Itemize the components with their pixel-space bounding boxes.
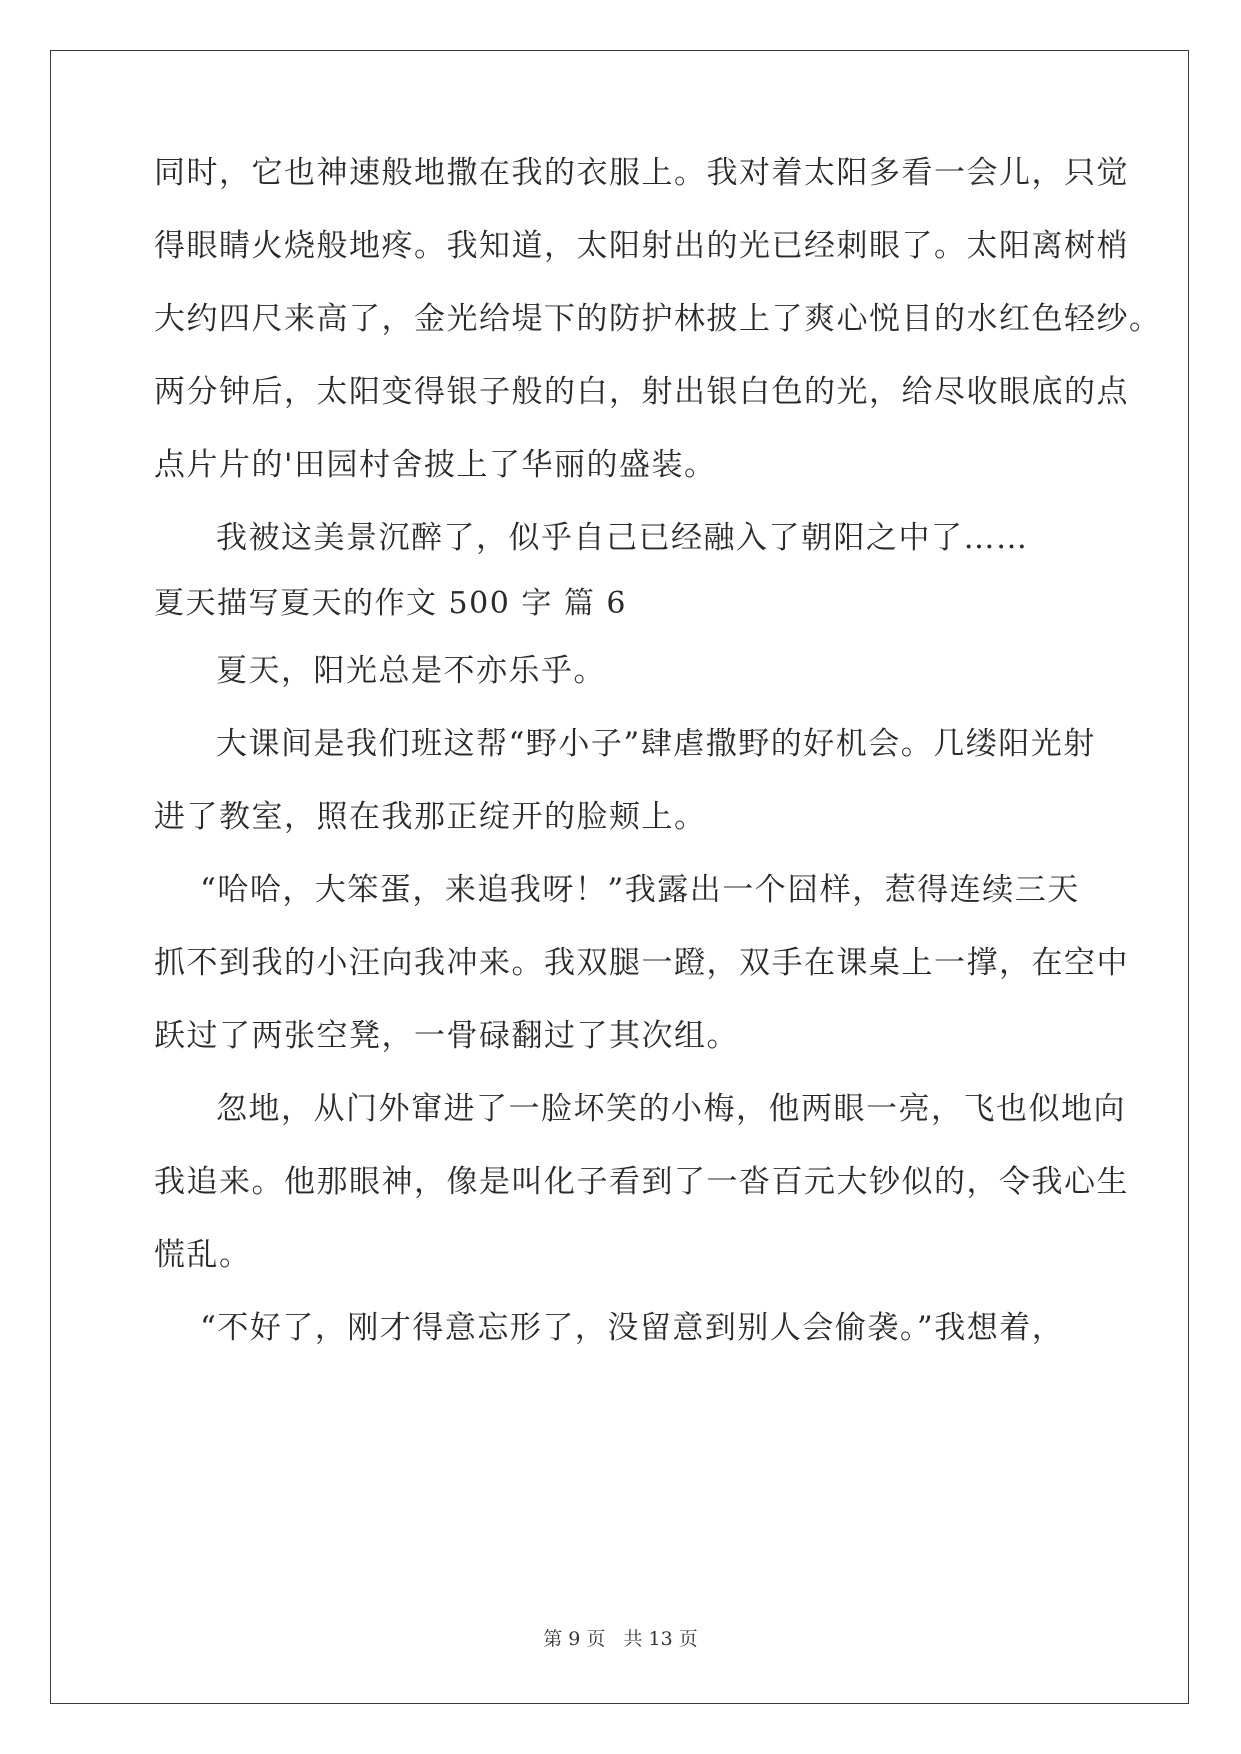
paragraph-line: 点片片的'田园村舍披上了华丽的盛装。: [154, 447, 717, 483]
paragraph-line: “不好了，刚才得意忘形了，没留意到别人会偷袭。”我想着，: [200, 1310, 1065, 1346]
paragraph-line: 忽地，从门外窜进了一脸坏笑的小梅，他两眼一亮，飞也似地向: [216, 1091, 1126, 1127]
current-page-number: 第 9 页: [543, 1628, 606, 1650]
paragraph-line: 我追来。他那眼神，像是叫化子看到了一沓百元大钞似的，令我心生: [154, 1164, 1129, 1200]
paragraph-line: 跃过了两张空凳，一骨碌翻过了其次组。: [154, 1018, 739, 1054]
paragraph-line: 大课间是我们班这帮“野小子”肆虐撒野的好机会。几缕阳光射: [216, 726, 1096, 762]
paragraph-line: 大约四尺来高了，金光给堤下的防护林披上了爽心悦目的水红色轻纱。: [154, 301, 1162, 337]
paragraph-line: 夏天，阳光总是不亦乐乎。: [216, 653, 606, 689]
paragraph-line: 得眼睛火烧般地疼。我知道，太阳射出的光已经刺眼了。太阳离树梢: [154, 228, 1129, 264]
page-footer: [0, 1627, 1241, 1651]
paragraph-line: 慌乱。: [154, 1237, 252, 1273]
paragraph-line: 抓不到我的小汪向我冲来。我双腿一蹬，双手在课桌上一撑，在空中: [154, 945, 1129, 981]
paragraph-line: 两分钟后，太阳变得银子般的白，射出银白色的光，给尽收眼底的点: [154, 374, 1129, 410]
paragraph-line: 同时，它也神速般地撒在我的衣服上。我对着太阳多看一会儿，只觉: [154, 155, 1129, 191]
total-page-count: 共 13 页: [623, 1628, 698, 1650]
section-heading: 夏天描写夏天的作文 500 字 篇 6: [154, 586, 627, 621]
paragraph-line: “哈哈，大笨蛋，来追我呀！”我露出一个囧样，惹得连续三天: [200, 872, 1080, 908]
paragraph-line: 进了教室，照在我那正绽开的脸颊上。: [154, 799, 707, 835]
paragraph-line: 我被这美景沉醉了，似乎自己已经融入了朝阳之中了……: [216, 520, 1029, 556]
